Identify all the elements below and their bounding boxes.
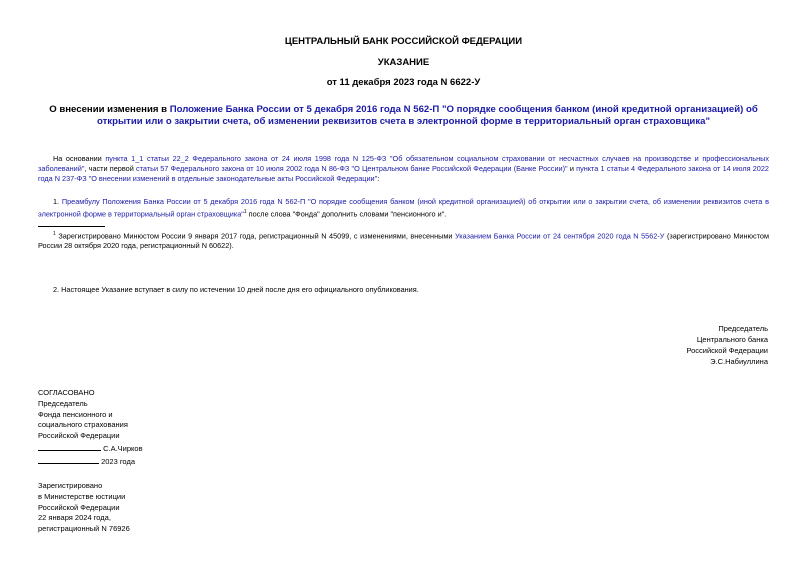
footnote-divider: [38, 226, 105, 227]
preamble-text-2: , части первой: [84, 164, 136, 173]
item-1-number: 1.: [53, 197, 62, 206]
document-type: УКАЗАНИЕ: [377, 57, 430, 68]
preamble-paragraph: [38, 154, 769, 184]
document-subject: [30, 104, 777, 128]
subject-link[interactable]: Положение Банка России от 5 декабря 2016 года N 562-П "О порядке сообщения банком (иной кредитной организацией) об открытии или о закрытии счета, об изменении реквизитов счета в электронной форме в территориальный орган страховщика": [96, 104, 758, 127]
preamble-text-3: и: [567, 164, 577, 173]
signature-line: Российской Федерации: [686, 346, 768, 355]
date-blank: [38, 455, 99, 464]
signature-blank: [38, 442, 101, 451]
preamble-link-86fz[interactable]: статьи 57 Федерального закона от 10 июля 2002 года N 86-ФЗ "О Центральном банке Российской Федерации (Банке России)": [136, 164, 568, 173]
agreed-signer-name: С.А.Чирков: [103, 443, 143, 453]
footnote-paragraph: [38, 229, 769, 251]
registration-line: Зарегистрировано: [38, 481, 103, 490]
registration-line: в Министерстве юстиции: [38, 491, 126, 501]
footnote-link-5562u[interactable]: Указанием Банка России от 24 сентября 2020 года N 5562-У: [455, 231, 665, 241]
document-date-number: от 11 декабря 2023 года N 6622-У: [326, 77, 481, 88]
subject-prefix: О внесении изменения в: [49, 104, 170, 115]
agreed-title: СОГЛАСОВАНО: [38, 388, 95, 397]
agreed-signer-line: [38, 442, 143, 455]
agreed-line: Российской Федерации: [38, 431, 120, 441]
footnote-text-1: Зарегистрировано Минюстом России 9 января 2017 года, регистрационный N 45099, с изменениями, внесенными: [55, 231, 455, 241]
preamble-text-4: :: [377, 174, 380, 183]
registration-block: [38, 481, 130, 535]
footnote-text-2: (зарегистрировано Минюстом России 28 октября 2020 года, регистрационный N 60622).: [38, 231, 769, 251]
agreed-block: [38, 388, 143, 468]
preamble-link-237fz[interactable]: пункта 1 статьи 4 Федерального закона от 14 июля 2022 года N 237-ФЗ "О внесении изменений в отдельные законодательные акты Российской Федерации": [38, 164, 769, 183]
preamble-text-1: На основании: [53, 154, 106, 163]
signer-name: Э.С.Набиуллина: [710, 357, 768, 366]
item-2-paragraph: 2. Настоящее Указание вступает в силу по истечении 10 дней после дня его официального опубликования.: [53, 285, 419, 294]
agreed-line: Председатель: [38, 398, 88, 408]
item-1-link-562p[interactable]: Положения Банка России от 5 декабря 2016 года N 562-П "О порядке сообщения банком (иной кредитной организацией) об открытии или о закрытии счета, об изменении реквизитов счета в электронной форме в территориальный орган страховщика": [38, 197, 769, 219]
signature-line: Председатель: [718, 324, 768, 333]
footnote-ref[interactable]: 1: [243, 209, 247, 215]
agreed-line: социального страхования: [38, 420, 128, 430]
item-1-text: после слова "Фонда" дополнить словами "пенсионного и".: [246, 209, 447, 219]
signature-line: Центрального банка: [696, 335, 768, 344]
item-1-paragraph: [38, 197, 769, 219]
preamble-link-125fz[interactable]: пункта 1_1 статьи 22_2 Федерального закона от 24 июля 1998 года N 125-ФЗ "Об обязательном социальном страховании от несчастных случаев на производстве и профессиональных заболеваний": [38, 154, 769, 173]
registration-line: Российской Федерации: [38, 502, 120, 512]
footnote-mark: 1: [53, 231, 56, 237]
agreed-date-line: [38, 455, 143, 468]
signature-block: [686, 323, 768, 367]
registration-number: регистрационный N 76926: [38, 524, 130, 534]
agreed-line: Фонда пенсионного и: [38, 409, 113, 419]
issuer-title: ЦЕНТРАЛЬНЫЙ БАНК РОССИЙСКОЙ ФЕДЕРАЦИИ: [284, 36, 523, 47]
item-1-link-preamble[interactable]: Преамбулу: [61, 197, 100, 206]
agreed-year: 2023 года: [101, 456, 135, 466]
registration-date: 22 января 2024 года,: [38, 513, 111, 523]
